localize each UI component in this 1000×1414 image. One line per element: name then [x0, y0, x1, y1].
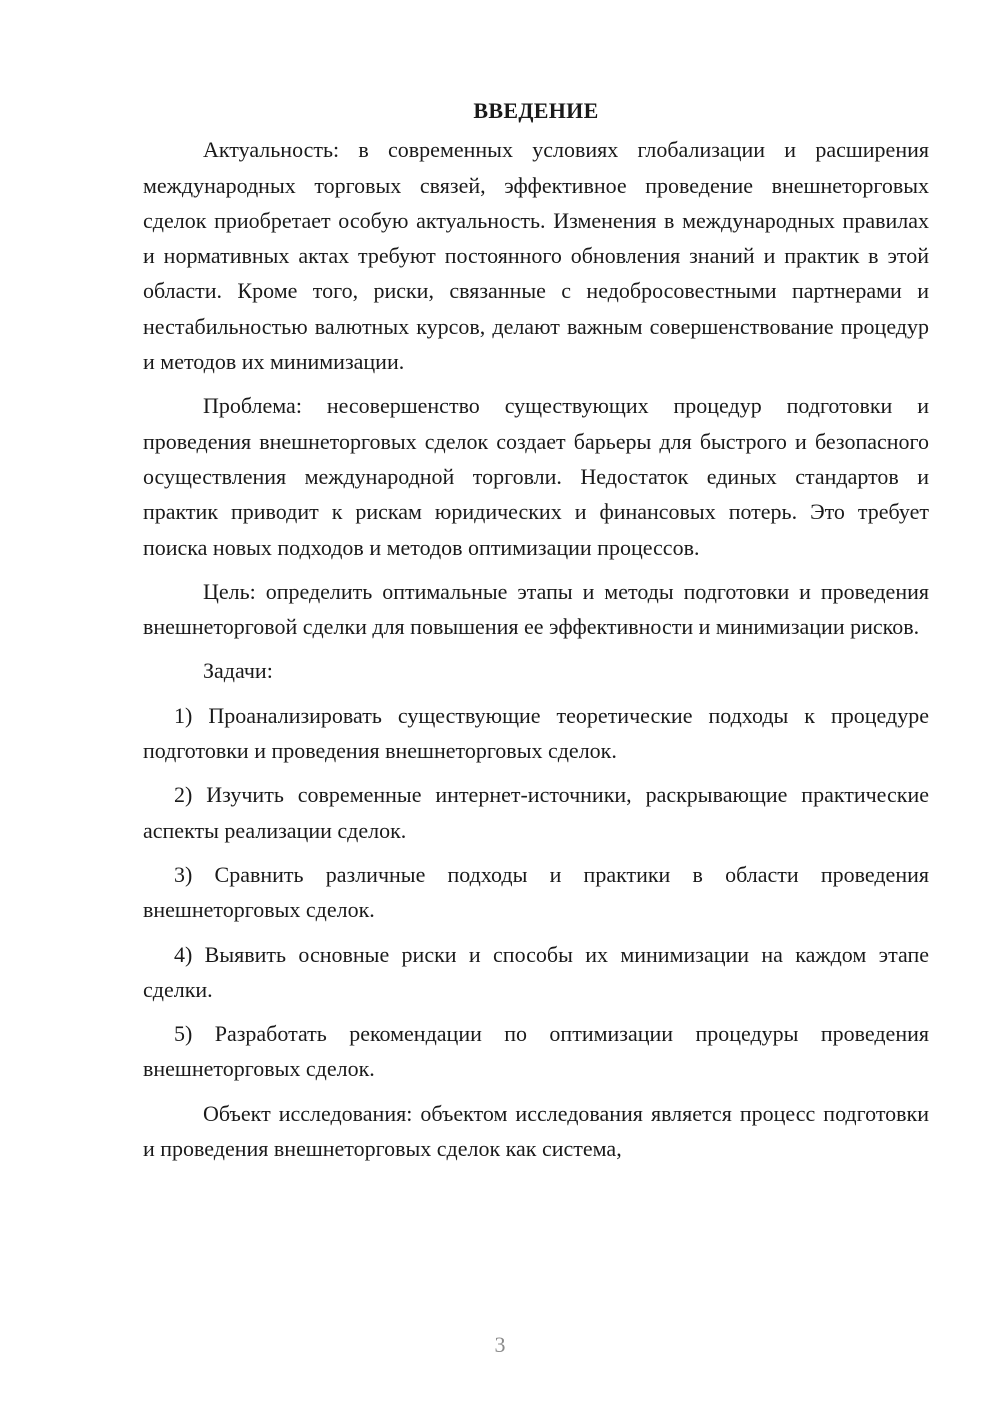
tasks-label: Задачи:: [203, 658, 273, 684]
relevance-paragraph: Актуальность: в современных условиях глобализации и расширения международных торговых связей, эффективное проведение внешнеторговых сделок приобретает особую актуальность. Изменения в международных правилах и нормативных актах требуют постоянного обновления знаний и практик в этой области. Кроме того, риски, связанные с недобросовестными партнерами и нестабильностью валютных курсов, делают важным совершенствование процедур и методов их минимизации.: [143, 137, 929, 375]
page-number: 3: [494, 1332, 506, 1357]
page-content: [143, 93, 929, 1175]
problem-paragraph: Проблема: несовершенство существующих процедур подготовки и проведения внешнеторговых сделок создает барьеры для быстрого и безопасного осуществления международной торговли. Недостаток единых стандартов и практик приводит к рискам юридических и финансовых потерь. Это требует поиска новых подходов и методов оптимизации процессов.: [143, 393, 929, 560]
page-title: ВВЕДЕНИЕ: [473, 98, 599, 123]
task-item-4: 4) Выявить основные риски и способы их минимизации на каждом этапе сделки.: [143, 941, 929, 1002]
task-item-5: 5) Разработать рекомендации по оптимизации процедуры проведения внешнеторговых сделок.: [143, 1021, 929, 1082]
task-item-2: 2) Изучить современные интернет-источники, раскрывающие практические аспекты реализации сделок.: [143, 782, 929, 843]
task-item-1: 1) Проанализировать существующие теоретические подходы к процедуре подготовки и проведения внешнеторговых сделок.: [143, 702, 929, 764]
goal-paragraph: Цель: определить оптимальные этапы и методы подготовки и проведения внешнеторговой сделки для повышения ее эффективности и минимизации рисков.: [143, 578, 929, 640]
object-paragraph: Объект исследования: объектом исследования является процесс подготовки и проведения внешнеторговых сделок как система,: [143, 1100, 929, 1162]
task-item-3: 3) Сравнить различные подходы и практики в области проведения внешнеторговых сделок.: [143, 861, 929, 923]
